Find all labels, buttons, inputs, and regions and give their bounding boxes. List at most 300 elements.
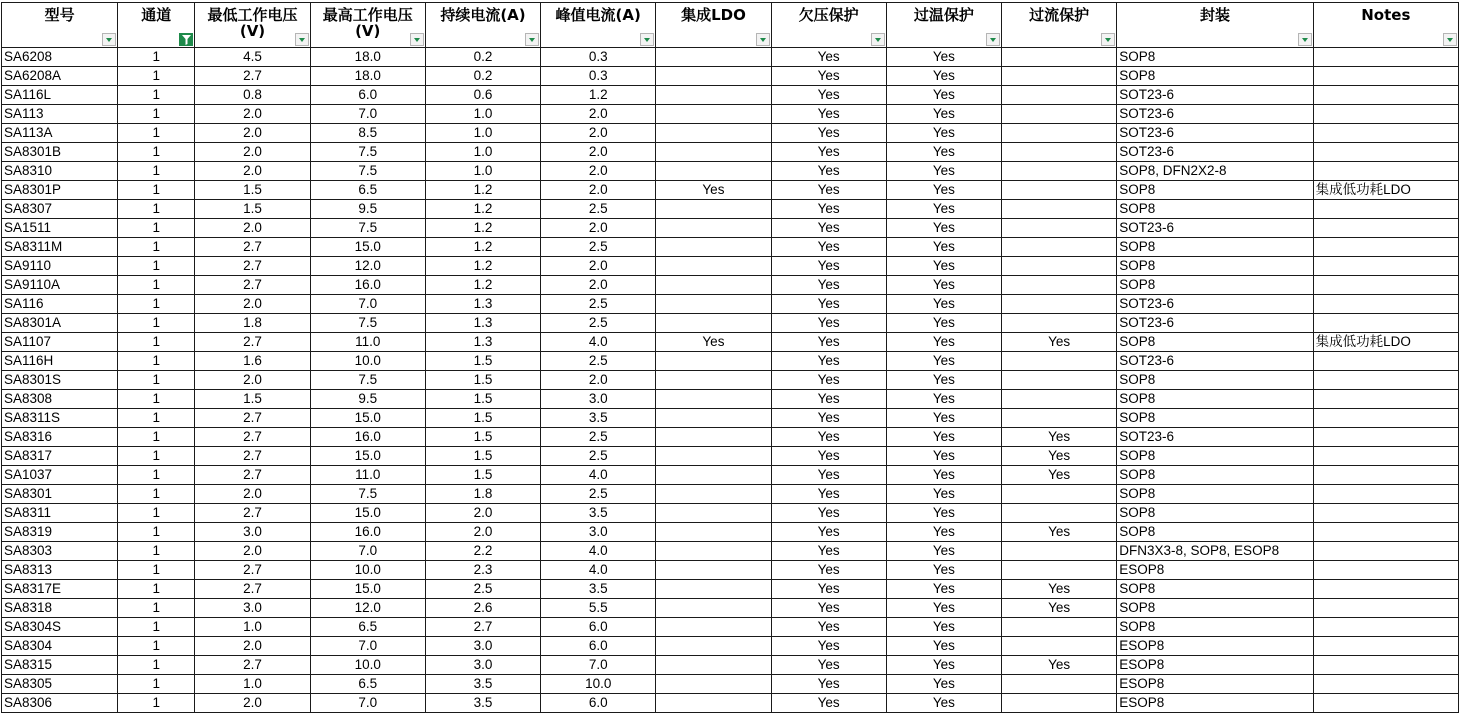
cell-integrated-ldo[interactable] [656,485,771,504]
cell-continuous-current[interactable]: 1.2 [425,238,540,257]
cell-min-voltage[interactable]: 2.0 [195,162,310,181]
cell-peak-current[interactable]: 2.0 [541,257,656,276]
cell-overcurrent-protection[interactable]: Yes [1002,333,1117,352]
cell-overcurrent-protection[interactable] [1002,181,1117,200]
cell-overtemp-protection[interactable]: Yes [886,314,1001,333]
cell-notes[interactable]: 集成低功耗LDO [1313,181,1458,200]
cell-overcurrent-protection[interactable] [1002,504,1117,523]
cell-package[interactable]: SOP8 [1117,485,1313,504]
cell-overtemp-protection[interactable]: Yes [886,371,1001,390]
cell-overcurrent-protection[interactable] [1002,352,1117,371]
cell-package[interactable]: SOP8 [1117,580,1313,599]
cell-continuous-current[interactable]: 1.2 [425,219,540,238]
cell-continuous-current[interactable]: 1.2 [425,181,540,200]
cell-notes[interactable] [1313,656,1458,675]
cell-channels[interactable]: 1 [118,485,195,504]
cell-peak-current[interactable]: 4.0 [541,333,656,352]
cell-notes[interactable] [1313,409,1458,428]
cell-max-voltage[interactable]: 18.0 [310,48,425,67]
chevron-down-icon[interactable] [871,33,885,46]
cell-channels[interactable]: 1 [118,390,195,409]
cell-model[interactable]: SA113A [2,124,118,143]
cell-package[interactable]: SOP8 [1117,181,1313,200]
cell-peak-current[interactable]: 2.0 [541,276,656,295]
cell-notes[interactable] [1313,599,1458,618]
cell-model[interactable]: SA8301P [2,181,118,200]
cell-package[interactable]: SOP8 [1117,257,1313,276]
cell-peak-current[interactable]: 4.0 [541,561,656,580]
cell-min-voltage[interactable]: 1.8 [195,314,310,333]
cell-overcurrent-protection[interactable]: Yes [1002,580,1117,599]
cell-channels[interactable]: 1 [118,333,195,352]
cell-overtemp-protection[interactable]: Yes [886,333,1001,352]
cell-package[interactable]: SOT23-6 [1117,143,1313,162]
cell-integrated-ldo[interactable] [656,67,771,86]
cell-model[interactable]: SA8311M [2,238,118,257]
cell-max-voltage[interactable]: 10.0 [310,561,425,580]
cell-peak-current[interactable]: 3.0 [541,390,656,409]
cell-overcurrent-protection[interactable] [1002,314,1117,333]
cell-continuous-current[interactable]: 1.5 [425,447,540,466]
cell-overtemp-protection[interactable]: Yes [886,409,1001,428]
cell-min-voltage[interactable]: 2.7 [195,409,310,428]
cell-model[interactable]: SA8301 [2,485,118,504]
cell-channels[interactable]: 1 [118,295,195,314]
cell-model[interactable]: SA8304 [2,637,118,656]
cell-min-voltage[interactable]: 2.7 [195,504,310,523]
cell-overtemp-protection[interactable]: Yes [886,162,1001,181]
cell-undervoltage-protection[interactable]: Yes [771,694,886,713]
cell-min-voltage[interactable]: 2.0 [195,694,310,713]
cell-overtemp-protection[interactable]: Yes [886,675,1001,694]
cell-max-voltage[interactable]: 15.0 [310,504,425,523]
cell-integrated-ldo[interactable] [656,466,771,485]
cell-model[interactable]: SA9110A [2,276,118,295]
cell-overtemp-protection[interactable]: Yes [886,618,1001,637]
column-header-notes[interactable] [1313,3,1458,48]
cell-continuous-current[interactable]: 2.3 [425,561,540,580]
cell-channels[interactable]: 1 [118,143,195,162]
cell-notes[interactable] [1313,618,1458,637]
cell-integrated-ldo[interactable] [656,580,771,599]
cell-min-voltage[interactable]: 2.7 [195,561,310,580]
cell-overcurrent-protection[interactable]: Yes [1002,656,1117,675]
cell-min-voltage[interactable]: 2.0 [195,295,310,314]
cell-max-voltage[interactable]: 6.5 [310,675,425,694]
cell-undervoltage-protection[interactable]: Yes [771,333,886,352]
cell-continuous-current[interactable]: 2.0 [425,504,540,523]
cell-undervoltage-protection[interactable]: Yes [771,599,886,618]
column-header-overcurrent-protection[interactable] [1002,3,1117,48]
cell-min-voltage[interactable]: 2.0 [195,219,310,238]
cell-min-voltage[interactable]: 4.5 [195,48,310,67]
cell-max-voltage[interactable]: 16.0 [310,428,425,447]
cell-package[interactable]: SOP8 [1117,447,1313,466]
cell-undervoltage-protection[interactable]: Yes [771,238,886,257]
cell-continuous-current[interactable]: 1.3 [425,295,540,314]
cell-min-voltage[interactable]: 2.7 [195,656,310,675]
cell-overcurrent-protection[interactable] [1002,200,1117,219]
cell-package[interactable]: SOT23-6 [1117,124,1313,143]
cell-package[interactable]: SOP8 [1117,371,1313,390]
cell-package[interactable]: ESOP8 [1117,675,1313,694]
column-header-continuous-current[interactable] [425,3,540,48]
cell-continuous-current[interactable]: 0.2 [425,67,540,86]
cell-package[interactable]: ESOP8 [1117,656,1313,675]
cell-model[interactable]: SA1511 [2,219,118,238]
cell-max-voltage[interactable]: 7.5 [310,485,425,504]
cell-model[interactable]: SA113 [2,105,118,124]
cell-peak-current[interactable]: 3.0 [541,523,656,542]
cell-notes[interactable] [1313,694,1458,713]
cell-continuous-current[interactable]: 1.5 [425,352,540,371]
chevron-down-icon[interactable] [756,33,770,46]
cell-undervoltage-protection[interactable]: Yes [771,314,886,333]
chevron-down-icon[interactable] [1443,33,1457,46]
cell-model[interactable]: SA8303 [2,542,118,561]
cell-overtemp-protection[interactable]: Yes [886,295,1001,314]
cell-package[interactable]: SOT23-6 [1117,105,1313,124]
cell-notes[interactable] [1313,637,1458,656]
cell-package[interactable]: ESOP8 [1117,637,1313,656]
cell-package[interactable]: SOT23-6 [1117,352,1313,371]
cell-package[interactable]: SOP8 [1117,504,1313,523]
cell-model[interactable]: SA8304S [2,618,118,637]
cell-max-voltage[interactable]: 6.5 [310,618,425,637]
cell-model[interactable]: SA8305 [2,675,118,694]
cell-max-voltage[interactable]: 7.0 [310,542,425,561]
cell-model[interactable]: SA1037 [2,466,118,485]
cell-notes[interactable] [1313,257,1458,276]
cell-overtemp-protection[interactable]: Yes [886,86,1001,105]
cell-undervoltage-protection[interactable]: Yes [771,276,886,295]
cell-overtemp-protection[interactable]: Yes [886,542,1001,561]
chevron-down-icon[interactable] [102,33,116,46]
cell-model[interactable]: SA6208 [2,48,118,67]
cell-model[interactable]: SA8311 [2,504,118,523]
cell-integrated-ldo[interactable] [656,352,771,371]
cell-integrated-ldo[interactable] [656,162,771,181]
cell-integrated-ldo[interactable] [656,637,771,656]
cell-overcurrent-protection[interactable]: Yes [1002,428,1117,447]
cell-min-voltage[interactable]: 2.7 [195,333,310,352]
cell-max-voltage[interactable]: 15.0 [310,447,425,466]
cell-model[interactable]: SA8313 [2,561,118,580]
cell-model[interactable]: SA8316 [2,428,118,447]
cell-min-voltage[interactable]: 2.7 [195,257,310,276]
cell-overcurrent-protection[interactable]: Yes [1002,599,1117,618]
cell-undervoltage-protection[interactable]: Yes [771,124,886,143]
cell-overcurrent-protection[interactable]: Yes [1002,447,1117,466]
cell-model[interactable]: SA116H [2,352,118,371]
cell-overcurrent-protection[interactable]: Yes [1002,466,1117,485]
cell-overtemp-protection[interactable]: Yes [886,67,1001,86]
cell-channels[interactable]: 1 [118,656,195,675]
chevron-down-icon[interactable] [1101,33,1115,46]
cell-min-voltage[interactable]: 3.0 [195,523,310,542]
chevron-down-icon[interactable] [525,33,539,46]
cell-overtemp-protection[interactable]: Yes [886,181,1001,200]
cell-notes[interactable] [1313,200,1458,219]
cell-package[interactable]: SOP8 [1117,618,1313,637]
cell-channels[interactable]: 1 [118,276,195,295]
cell-overcurrent-protection[interactable] [1002,124,1117,143]
cell-channels[interactable]: 1 [118,504,195,523]
cell-model[interactable]: SA8307 [2,200,118,219]
cell-channels[interactable]: 1 [118,257,195,276]
cell-integrated-ldo[interactable]: Yes [656,181,771,200]
cell-undervoltage-protection[interactable]: Yes [771,295,886,314]
cell-package[interactable]: ESOP8 [1117,694,1313,713]
cell-integrated-ldo[interactable] [656,599,771,618]
cell-undervoltage-protection[interactable]: Yes [771,86,886,105]
cell-package[interactable]: SOT23-6 [1117,86,1313,105]
cell-overtemp-protection[interactable]: Yes [886,656,1001,675]
cell-max-voltage[interactable]: 11.0 [310,333,425,352]
cell-channels[interactable]: 1 [118,200,195,219]
cell-min-voltage[interactable]: 2.7 [195,276,310,295]
cell-integrated-ldo[interactable] [656,428,771,447]
cell-peak-current[interactable]: 2.0 [541,162,656,181]
cell-integrated-ldo[interactable] [656,143,771,162]
cell-min-voltage[interactable]: 1.0 [195,675,310,694]
cell-channels[interactable]: 1 [118,181,195,200]
cell-integrated-ldo[interactable] [656,542,771,561]
cell-peak-current[interactable]: 2.5 [541,238,656,257]
cell-peak-current[interactable]: 3.5 [541,504,656,523]
column-header-package[interactable] [1117,3,1313,48]
cell-overtemp-protection[interactable]: Yes [886,694,1001,713]
cell-model[interactable]: SA8317E [2,580,118,599]
cell-overcurrent-protection[interactable] [1002,675,1117,694]
cell-overcurrent-protection[interactable] [1002,637,1117,656]
cell-notes[interactable] [1313,466,1458,485]
cell-overcurrent-protection[interactable] [1002,105,1117,124]
cell-undervoltage-protection[interactable]: Yes [771,257,886,276]
cell-overcurrent-protection[interactable] [1002,542,1117,561]
cell-peak-current[interactable]: 2.5 [541,352,656,371]
cell-undervoltage-protection[interactable]: Yes [771,561,886,580]
cell-overtemp-protection[interactable]: Yes [886,447,1001,466]
cell-model[interactable]: SA116L [2,86,118,105]
cell-continuous-current[interactable]: 1.5 [425,390,540,409]
cell-min-voltage[interactable]: 0.8 [195,86,310,105]
cell-overtemp-protection[interactable]: Yes [886,390,1001,409]
cell-overcurrent-protection[interactable] [1002,276,1117,295]
cell-integrated-ldo[interactable] [656,409,771,428]
cell-notes[interactable] [1313,390,1458,409]
cell-min-voltage[interactable]: 1.5 [195,181,310,200]
cell-continuous-current[interactable]: 1.3 [425,333,540,352]
cell-min-voltage[interactable]: 2.7 [195,67,310,86]
cell-continuous-current[interactable]: 1.3 [425,314,540,333]
cell-notes[interactable] [1313,542,1458,561]
cell-channels[interactable]: 1 [118,599,195,618]
cell-max-voltage[interactable]: 10.0 [310,656,425,675]
cell-integrated-ldo[interactable] [656,675,771,694]
cell-model[interactable]: SA116 [2,295,118,314]
cell-overcurrent-protection[interactable] [1002,143,1117,162]
cell-peak-current[interactable]: 2.5 [541,428,656,447]
cell-package[interactable]: SOP8 [1117,466,1313,485]
cell-notes[interactable]: 集成低功耗LDO [1313,333,1458,352]
cell-peak-current[interactable]: 1.2 [541,86,656,105]
cell-model[interactable]: SA8311S [2,409,118,428]
cell-undervoltage-protection[interactable]: Yes [771,504,886,523]
cell-integrated-ldo[interactable] [656,656,771,675]
cell-notes[interactable] [1313,143,1458,162]
cell-overcurrent-protection[interactable] [1002,238,1117,257]
cell-max-voltage[interactable]: 7.0 [310,295,425,314]
cell-max-voltage[interactable]: 7.5 [310,219,425,238]
cell-overcurrent-protection[interactable] [1002,48,1117,67]
cell-max-voltage[interactable]: 9.5 [310,200,425,219]
cell-integrated-ldo[interactable] [656,86,771,105]
cell-peak-current[interactable]: 2.0 [541,219,656,238]
cell-notes[interactable] [1313,314,1458,333]
cell-continuous-current[interactable]: 1.8 [425,485,540,504]
cell-integrated-ldo[interactable] [656,447,771,466]
cell-model[interactable]: SA9110 [2,257,118,276]
cell-notes[interactable] [1313,276,1458,295]
cell-max-voltage[interactable]: 9.5 [310,390,425,409]
cell-peak-current[interactable]: 3.5 [541,580,656,599]
cell-channels[interactable]: 1 [118,105,195,124]
cell-overtemp-protection[interactable]: Yes [886,428,1001,447]
cell-max-voltage[interactable]: 7.0 [310,105,425,124]
column-header-max-voltage[interactable] [310,3,425,48]
cell-min-voltage[interactable]: 1.6 [195,352,310,371]
cell-integrated-ldo[interactable] [656,504,771,523]
cell-min-voltage[interactable]: 2.7 [195,428,310,447]
cell-package[interactable]: SOT23-6 [1117,295,1313,314]
cell-package[interactable]: SOT23-6 [1117,219,1313,238]
cell-package[interactable]: SOP8 [1117,599,1313,618]
cell-peak-current[interactable]: 2.5 [541,447,656,466]
cell-continuous-current[interactable]: 1.0 [425,162,540,181]
cell-max-voltage[interactable]: 7.5 [310,143,425,162]
cell-min-voltage[interactable]: 2.7 [195,580,310,599]
cell-overtemp-protection[interactable]: Yes [886,105,1001,124]
cell-overcurrent-protection[interactable] [1002,371,1117,390]
cell-max-voltage[interactable]: 8.5 [310,124,425,143]
cell-undervoltage-protection[interactable]: Yes [771,200,886,219]
cell-continuous-current[interactable]: 1.0 [425,143,540,162]
cell-integrated-ldo[interactable] [656,694,771,713]
cell-notes[interactable] [1313,675,1458,694]
cell-integrated-ldo[interactable] [656,219,771,238]
cell-min-voltage[interactable]: 2.0 [195,637,310,656]
cell-overtemp-protection[interactable]: Yes [886,352,1001,371]
cell-integrated-ldo[interactable] [656,618,771,637]
cell-max-voltage[interactable]: 7.5 [310,162,425,181]
cell-package[interactable]: SOP8 [1117,390,1313,409]
cell-package[interactable]: SOP8 [1117,48,1313,67]
cell-channels[interactable]: 1 [118,162,195,181]
cell-notes[interactable] [1313,504,1458,523]
cell-overcurrent-protection[interactable] [1002,694,1117,713]
cell-undervoltage-protection[interactable]: Yes [771,352,886,371]
cell-integrated-ldo[interactable] [656,523,771,542]
cell-overtemp-protection[interactable]: Yes [886,523,1001,542]
cell-undervoltage-protection[interactable]: Yes [771,485,886,504]
cell-undervoltage-protection[interactable]: Yes [771,390,886,409]
cell-package[interactable]: SOP8 [1117,238,1313,257]
cell-undervoltage-protection[interactable]: Yes [771,409,886,428]
cell-overcurrent-protection[interactable] [1002,561,1117,580]
cell-max-voltage[interactable]: 12.0 [310,257,425,276]
cell-continuous-current[interactable]: 2.0 [425,523,540,542]
cell-undervoltage-protection[interactable]: Yes [771,675,886,694]
cell-model[interactable]: SA8319 [2,523,118,542]
cell-channels[interactable]: 1 [118,542,195,561]
cell-max-voltage[interactable]: 6.5 [310,181,425,200]
cell-overtemp-protection[interactable]: Yes [886,200,1001,219]
cell-integrated-ldo[interactable] [656,314,771,333]
chevron-down-icon[interactable] [295,33,309,46]
cell-integrated-ldo[interactable]: Yes [656,333,771,352]
cell-max-voltage[interactable]: 16.0 [310,523,425,542]
cell-continuous-current[interactable]: 1.5 [425,371,540,390]
cell-channels[interactable]: 1 [118,124,195,143]
cell-overcurrent-protection[interactable] [1002,409,1117,428]
cell-model[interactable]: SA8301B [2,143,118,162]
cell-model[interactable]: SA8315 [2,656,118,675]
cell-channels[interactable]: 1 [118,523,195,542]
cell-max-voltage[interactable]: 7.0 [310,637,425,656]
cell-undervoltage-protection[interactable]: Yes [771,143,886,162]
cell-continuous-current[interactable]: 1.5 [425,466,540,485]
cell-notes[interactable] [1313,428,1458,447]
cell-notes[interactable] [1313,162,1458,181]
cell-overtemp-protection[interactable]: Yes [886,580,1001,599]
cell-notes[interactable] [1313,352,1458,371]
cell-peak-current[interactable]: 2.0 [541,143,656,162]
cell-channels[interactable]: 1 [118,561,195,580]
cell-max-voltage[interactable]: 15.0 [310,580,425,599]
funnel-icon[interactable] [179,33,193,46]
column-header-channels[interactable] [118,3,195,48]
cell-notes[interactable] [1313,523,1458,542]
cell-notes[interactable] [1313,219,1458,238]
chevron-down-icon[interactable] [986,33,1000,46]
cell-package[interactable]: DFN3X3-8, SOP8, ESOP8 [1117,542,1313,561]
cell-overtemp-protection[interactable]: Yes [886,599,1001,618]
cell-overcurrent-protection[interactable] [1002,219,1117,238]
cell-max-voltage[interactable]: 7.5 [310,314,425,333]
cell-max-voltage[interactable]: 6.0 [310,86,425,105]
cell-overtemp-protection[interactable]: Yes [886,504,1001,523]
cell-model[interactable]: SA8301S [2,371,118,390]
column-header-overtemp-protection[interactable] [886,3,1001,48]
cell-undervoltage-protection[interactable]: Yes [771,523,886,542]
cell-peak-current[interactable]: 0.3 [541,48,656,67]
cell-package[interactable]: SOP8, DFN2X2-8 [1117,162,1313,181]
cell-min-voltage[interactable]: 2.7 [195,238,310,257]
cell-overcurrent-protection[interactable] [1002,162,1117,181]
cell-undervoltage-protection[interactable]: Yes [771,105,886,124]
column-header-model[interactable] [2,3,118,48]
cell-notes[interactable] [1313,295,1458,314]
cell-min-voltage[interactable]: 2.0 [195,105,310,124]
cell-continuous-current[interactable]: 1.5 [425,409,540,428]
cell-package[interactable]: SOT23-6 [1117,314,1313,333]
column-header-undervoltage-protection[interactable] [771,3,886,48]
cell-channels[interactable]: 1 [118,67,195,86]
cell-notes[interactable] [1313,447,1458,466]
cell-max-voltage[interactable]: 10.0 [310,352,425,371]
cell-continuous-current[interactable]: 2.6 [425,599,540,618]
